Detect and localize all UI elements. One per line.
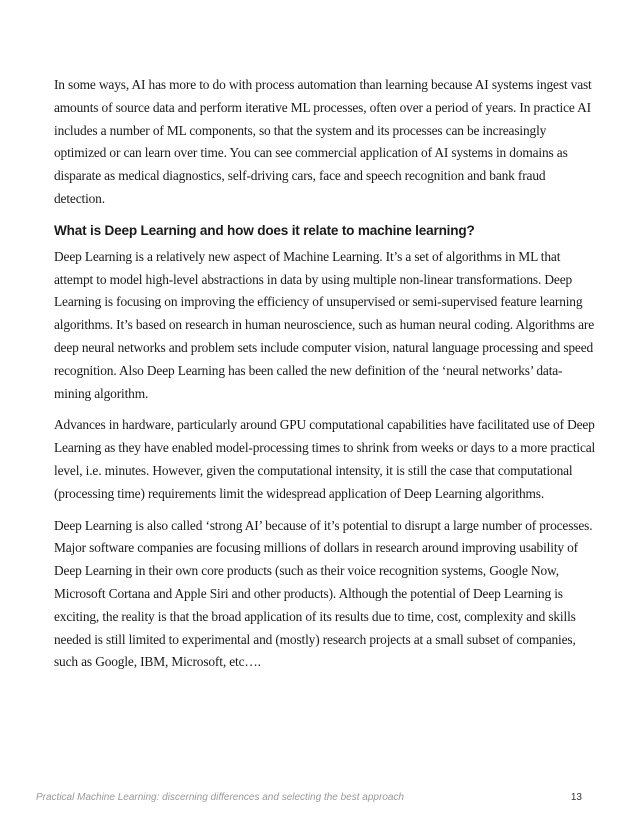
body-paragraph-2: Advances in hardware, particularly around GPU computational capabilities have facilitated use of Deep Learning as they have enabled model-processing times to shrink from weeks or days to a more practical level, i.e. minutes. However, given the computational intensity, it is still the case that computational (processing time) requirements limit the widespread application of Deep Learning algorithms.	[54, 417, 596, 501]
body-paragraph-1: Deep Learning is a relatively new aspect of Machine Learning. It’s a set of algorithms in ML that attempt to model high-level abstractions in data by using multiple non-linear transformations. Deep Learning is focusing on improving the efficiency of unsupervised or semi-supervised feature learning algorithms. It’s based on research in human neuroscience, such as human neural coding. Algorithms are deep neural networks and problem sets include computer vision, natural language processing and speed recognition. Also Deep Learning has been called the new definition of the ‘neural networks’ data-mining algorithm.	[54, 248, 595, 401]
footer-title: Practical Machine Learning: discerning differences and selecting the best approach	[36, 792, 404, 803]
page-number: 13	[570, 792, 582, 803]
page-body	[54, 74, 596, 683]
page-footer	[36, 790, 582, 806]
body-paragraph-3: Deep Learning is also called ‘strong AI’ because of it’s potential to disrupt a large number of processes. Major software companies are focusing millions of dollars in research around improving usability of Deep Learning in their own core products (such as their voice recognition systems, Google Now, Microsoft Cortana and Apple Siri and other products). Although the potential of Deep Learning is exciting, the reality is that the broad application of its results due to time, cost, complexity and skills needed is still limited to experimental and (mostly) research projects at a small subset of companies, such as Google, IBM, Microsoft, etc….	[54, 517, 593, 670]
section-heading: What is Deep Learning and how does it relate to machine learning?	[54, 222, 475, 238]
intro-paragraph: In some ways, AI has more to do with process automation than learning because AI systems ingest vast amounts of source data and perform iterative ML processes, often over a period of years. In practice AI includes a number of ML components, so that the system and its processes can be increasingly optimized or can learn over time. You can see commercial application of AI systems in domains as disparate as medical diagnostics, self-driving cars, face and speech recognition and bank fraud detection.	[54, 77, 592, 206]
